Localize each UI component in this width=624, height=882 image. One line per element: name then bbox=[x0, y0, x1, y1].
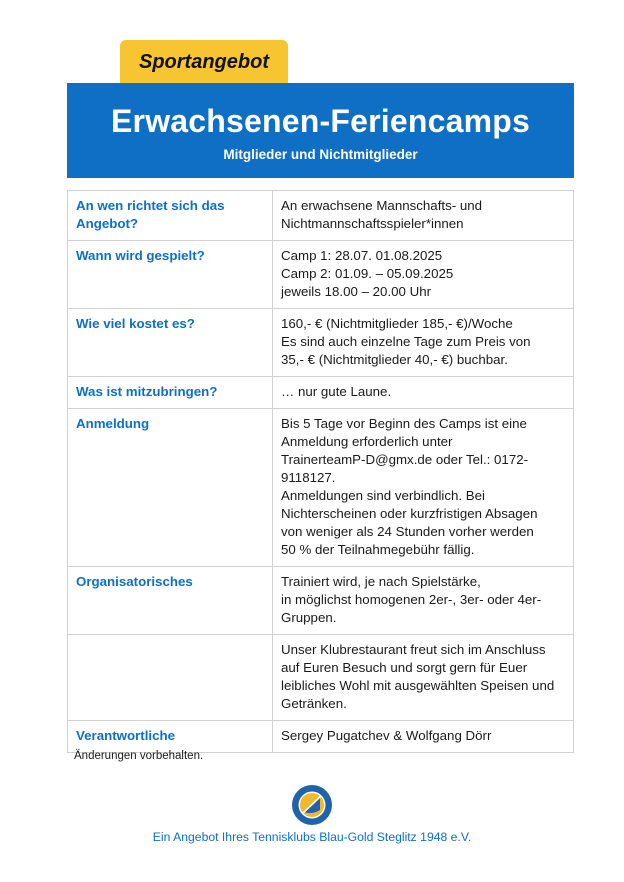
table-row bbox=[68, 567, 574, 635]
table-row bbox=[68, 191, 574, 241]
page-title: Erwachsenen-Feriencamps bbox=[111, 103, 530, 139]
category-tag-label: Sportangebot bbox=[139, 50, 269, 73]
page-subtitle: Mitglieder und Nichtmitglieder bbox=[223, 147, 418, 162]
row-question bbox=[68, 635, 273, 721]
table-row bbox=[68, 409, 574, 567]
row-answer: … nur gute Laune. bbox=[273, 377, 574, 409]
row-answer: 160,- € (Nichtmitglieder 185,- €)/Woche Es sind auch einzelne Tage zum Preis von 35,- € (Nichtmitglieder 40,- €) buchbar. bbox=[273, 309, 574, 377]
row-question: Wie viel kostet es? bbox=[68, 309, 273, 377]
category-tag bbox=[120, 40, 288, 84]
table-row bbox=[68, 241, 574, 309]
table-row bbox=[68, 309, 574, 377]
row-answer: An erwachsene Mannschafts- und Nichtmannschaftsspieler*innen bbox=[273, 191, 574, 241]
table-row bbox=[68, 377, 574, 409]
title-banner bbox=[67, 83, 574, 178]
row-answer: Trainiert wird, je nach Spielstärke, in möglichst homogenen 2er-, 3er- oder 4er- Gruppen. bbox=[273, 567, 574, 635]
club-crest-icon bbox=[291, 784, 333, 826]
table-row bbox=[68, 635, 574, 721]
row-question: Anmeldung bbox=[68, 409, 273, 567]
row-question: Wann wird gespielt? bbox=[68, 241, 273, 309]
row-answer: Unser Klubrestaurant freut sich im Anschluss auf Euren Besuch und sorgt gern für Euer leibliches Wohl mit ausgewählten Speisen und Getränken. bbox=[273, 635, 574, 721]
row-answer: Bis 5 Tage vor Beginn des Camps ist eine Anmeldung erforderlich unter TrainerteamP-D@gmx.de oder Tel.: 0172- 9118127. Anmeldungen sind verbindlich. Bei Nichterscheinen oder kurzfristigen Absagen von weniger als 24 Stunden vorher werden 50 % der Teilnahmegebühr fällig. bbox=[273, 409, 574, 567]
row-answer: Camp 1: 28.07. 01.08.2025 Camp 2: 01.09. – 05.09.2025 jeweils 18.00 – 20.00 Uhr bbox=[273, 241, 574, 309]
row-question: Was ist mitzubringen? bbox=[68, 377, 273, 409]
table-row bbox=[68, 721, 574, 753]
info-table bbox=[67, 190, 574, 753]
footer-text: Ein Angebot Ihres Tennisklubs Blau-Gold Steglitz 1948 e.V. bbox=[152, 830, 472, 844]
row-question: Organisatorisches bbox=[68, 567, 273, 635]
disclaimer-note: Änderungen vorbehalten. bbox=[74, 750, 204, 762]
row-answer: Sergey Pugatchev & Wolfgang Dörr bbox=[273, 721, 574, 753]
row-question: Verantwortliche bbox=[68, 721, 273, 753]
row-question: An wen richtet sich das Angebot? bbox=[68, 191, 273, 241]
